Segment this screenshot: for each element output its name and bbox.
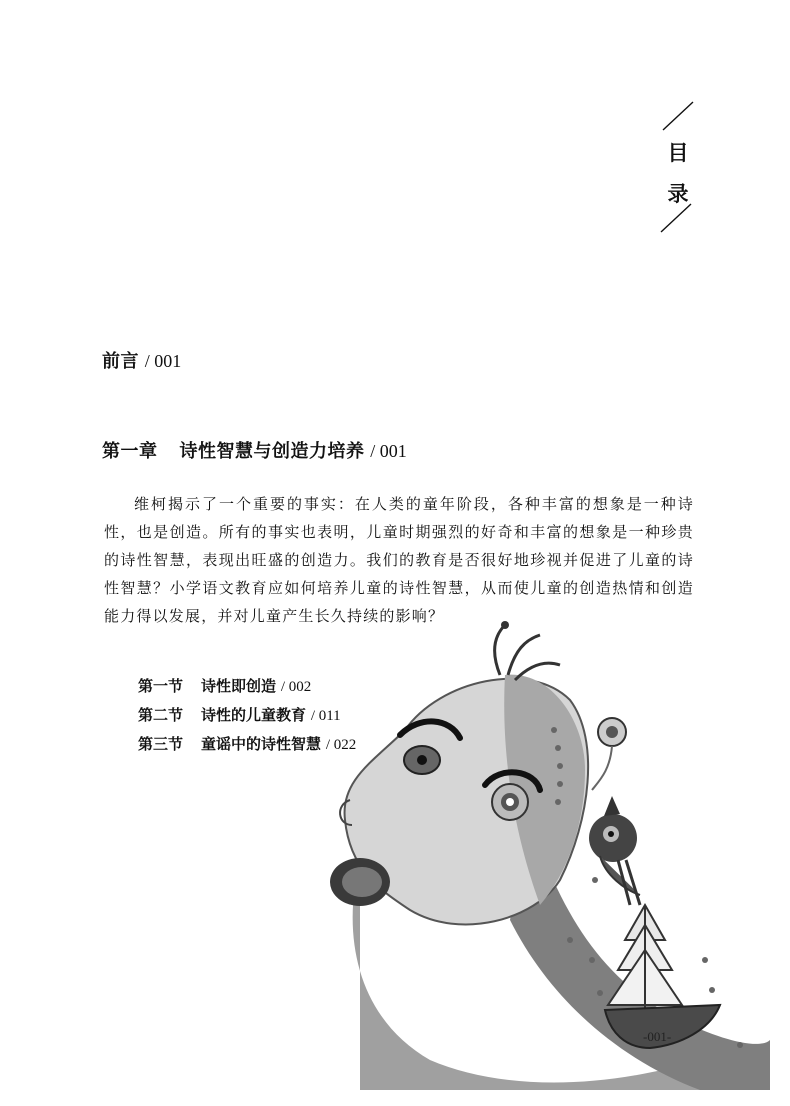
illustration-drawing bbox=[300, 620, 770, 1090]
section-list bbox=[138, 672, 356, 759]
section-page: / 002 bbox=[280, 679, 312, 695]
preface-label: 前言 bbox=[102, 351, 139, 372]
toc-entry-section-1[interactable] bbox=[138, 672, 356, 701]
heading-slashes bbox=[655, 100, 705, 240]
chapter-number: 第一章 bbox=[102, 441, 158, 462]
section-number: 第三节 bbox=[138, 735, 184, 753]
toc-entry-section-3[interactable] bbox=[138, 730, 356, 759]
page-number: -001- bbox=[643, 1029, 672, 1044]
chapter-summary bbox=[104, 490, 694, 630]
toc-heading-char-1: 目 bbox=[667, 141, 689, 165]
chapter-title: 诗性智慧与创造力培养 bbox=[179, 441, 365, 462]
section-number: 第一节 bbox=[138, 677, 184, 695]
toc-heading-char-2: 录 bbox=[667, 182, 689, 206]
section-page: / 022 bbox=[325, 737, 357, 753]
section-number: 第二节 bbox=[138, 706, 184, 724]
preface-page: / 001 bbox=[144, 351, 182, 371]
toc-entry-preface[interactable] bbox=[102, 347, 181, 373]
section-title: 诗性的儿童教育 bbox=[201, 706, 307, 724]
toc-entry-section-2[interactable] bbox=[138, 701, 356, 730]
section-page: / 011 bbox=[310, 708, 341, 724]
section-title: 童谣中的诗性智慧 bbox=[201, 735, 322, 753]
chapter-summary-text: 维柯揭示了一个重要的事实：在人类的童年阶段，各种丰富的想象是一种诗性，也是创造。所有的事实也表明，儿童时期强烈的好奇和丰富的想象是一种珍贵的诗性智慧，表现出旺盛的创造力。我们的教育是否很好地珍视并促进了儿童的诗性智慧？小学语文教育应如何培养儿童的诗性智慧，从而使儿童的创造热情和创造能力得以发展，并对儿童产生长久持续的影响？ bbox=[104, 495, 694, 625]
toc-entry-chapter-1[interactable] bbox=[102, 437, 407, 463]
toc-heading bbox=[655, 100, 705, 240]
section-title: 诗性即创造 bbox=[201, 677, 277, 695]
chapter-page: / 001 bbox=[370, 441, 407, 461]
